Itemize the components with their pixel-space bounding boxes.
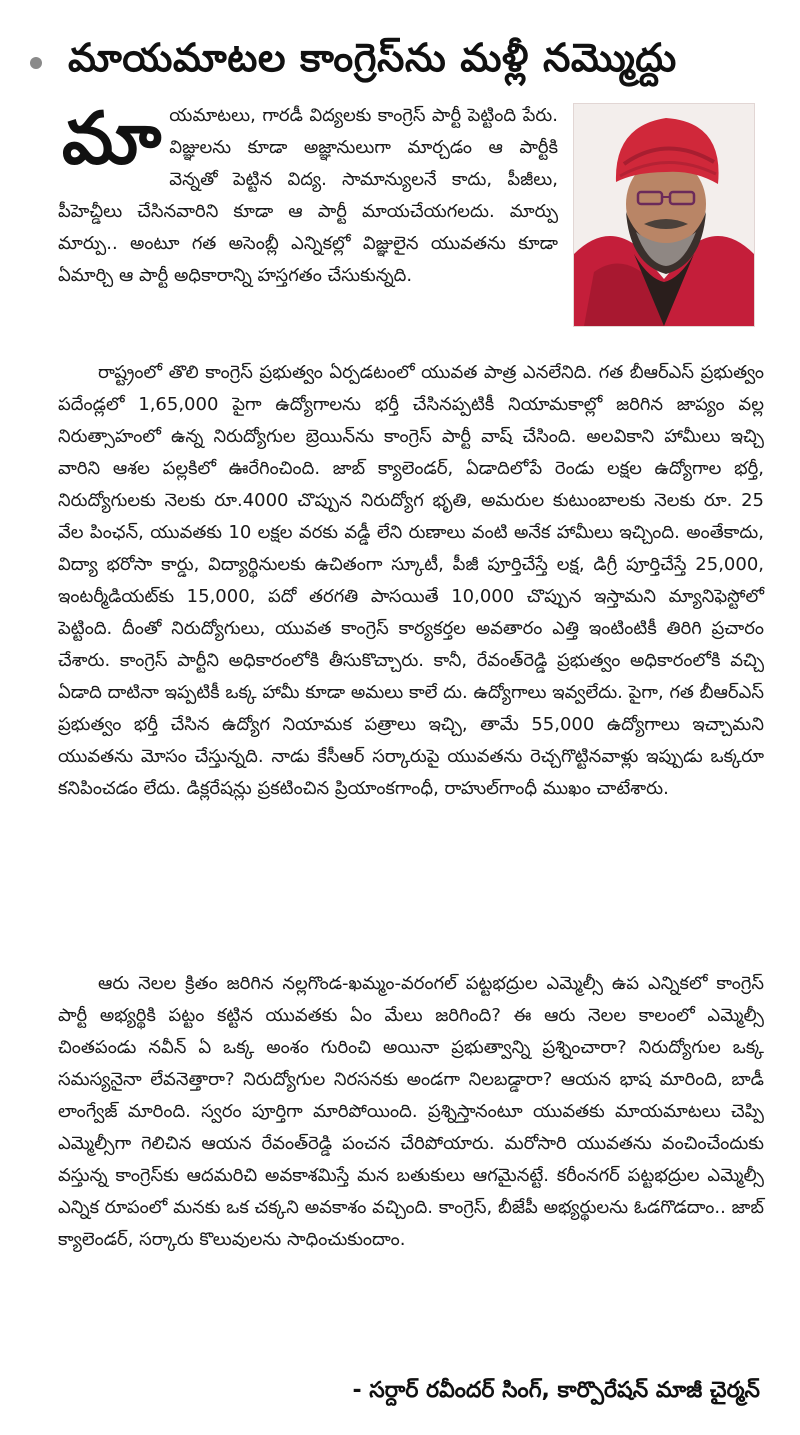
bullet-icon xyxy=(30,57,42,69)
lead-paragraph xyxy=(58,96,558,292)
headline xyxy=(30,30,770,96)
paragraph-2: రాష్ట్రంలో తొలి కాంగ్రెస్‌ ప్రభుత్వం ఏర్పడటంలో యువత పాత్ర ఎనలేనిది. గత బీఆర్‌ఎస్‌ ప్రభుత్వం పదేండ్లలో 1,65,000 పైగా ఉద్యోగాలను భర్తీ చేసినప్పటికీ నియామకాల్లో జరిగిన జాప్యం వల్ల నిరుత్సాహంలో ఉన్న నిరుద్యోగుల బ్రెయిన్‌ను కాంగ్రెస్‌ పార్టీ వాష్‌ చేసింది. అలవికాని హామీలు ఇచ్చి వారిని ఆశల పల్లకిలో ఊరేగించింది. జాబ్‌ క్యాలెండర్‌, ఏడాదిలోపే రెండు లక్షల ఉద్యోగాల భర్తీ, నిరుద్యోగులకు నెలకు రూ.4000 చొప్పున నిరుద్యోగ భృతి, అమరుల కుటుంబాలకు నెలకు రూ. 25 వేల పింఛన్‌, యువతకు 10 లక్షల వరకు వడ్డీ లేని రుణాలు వంటి అనేక హామీలు ఇచ్చింది. అంతేకాదు, విద్యా భరోసా కార్డు, విద్యార్థినులకు ఉచితంగా స్కూటీ, పీజీ పూర్తిచేస్తే లక్ష, డిగ్రీ పూర్తిచేస్తే 25,000, ఇంటర్మీడియట్‌కు 15,000, పదో తరగతి పాసయితే 10,000 చొప్పున ఇస్తామని మ్యానిఫెస్టోలో పెట్టింది. దీంతో నిరుద్యోగులు, యువత కాంగ్రెస్‌ కార్యకర్తల అవతారం ఎత్తి ఇంటింటికీ తిరిగి ప్రచారం చేశారు. కాంగ్రెస్‌ పార్టీని అధికారంలోకి తీసుకొచ్చారు. కానీ, రేవంత్‌రెడ్డి ప్రభుత్వం అధికారంలోకి వచ్చి ఏడాది దాటినా ఇప్పటికీ ఒక్క హామీ కూడా అమలు కాలే దు. ఉద్యోగాలు ఇవ్వలేదు. పైగా, గత బీఆర్‌ఎస్‌ ప్రభుత్వం భర్తీ చేసిన ఉద్యోగ నియామక పత్రాలు ఇచ్చి, తామే 55,000 ఉద్యోగాలు ఇచ్చామని యువతను మోసం చేస్తున్నది. నాడు కేసీఆర్‌ సర్కారుపై యువతను రెచ్చగొట్టినవాళ్లు ఇప్పుడు ఒక్కరూ కనిపించడం లేదు. డిక్లరేషన్లు ప్రకటించిన ప్రియాంకగాంధీ, రాహుల్‌గాంధీ ముఖం చాటేశారు. xyxy=(58,362,765,799)
lead-text: యమాటలు, గారడీ విద్యలకు కాంగ్రెస్‌ పార్టీ పెట్టింది పేరు. విజ్ఞులను కూడా అజ్ఞానులుగా మార్చడం ఆ పార్టీకి వెన్నతో పెట్టిన విద్య. సామాన్యులనే కాదు, పీజీలు, పీహెచ్డీలు చేసినవారిని కూడా ఆ పార్టీ మాయచేయగలదు. మార్పు మార్పు.. అంటూ గత అసెంబ్లీ ఎన్నికల్లో విజ్ఞులైన యువతను కూడా ఏమార్చి ఆ పార్టీ అధికారాన్ని హస్తగతం చేసుకున్నది. xyxy=(58,105,558,286)
portrait-image xyxy=(574,104,754,326)
byline: - సర్దార్‌ రవీందర్‌ సింగ్‌, కార్పొరేషన్‌ మాజీ చైర్మన్‌ xyxy=(352,1378,760,1403)
drop-cap: మా xyxy=(62,96,162,180)
author-photo xyxy=(573,103,755,327)
headline-text: మాయమాటల కాంగ్రెస్‌ను మళ్లీ నమ్మొద్దు xyxy=(68,36,677,81)
paragraph-3: ఆరు నెలల క్రితం జరిగిన నల్లగొండ-ఖమ్మం-వరంగల్‌ పట్టభద్రుల ఎమ్మెల్సీ ఉప ఎన్నికలో కాంగ్రెస్‌ పార్టీ అభ్యర్థికి పట్టం కట్టిన యువతకు ఏం మేలు జరిగింది? ఈ ఆరు నెలల కాలంలో ఎమ్మెల్సీ చింతపండు నవీన్‌ ఏ ఒక్క అంశం గురించి అయినా ప్రభుత్వాన్ని ప్రశ్నించారా? నిరుద్యోగుల ఒక్క సమస్యనైనా లేవనెత్తారా? నిరుద్యోగుల నిరసనకు అండగా నిలబడ్డారా? ఆయన భాష మారింది, బాడీ లాంగ్వేజ్‌ మారింది. స్వరం పూర్తిగా మారిపోయింది. ప్రశ్నిస్తానంటూ యువతకు మాయమాటలు చెప్పి ఎమ్మెల్సీగా గెలిచిన ఆయన రేవంత్‌రెడ్డి పంచన చేరిపోయారు. మరోసారి యువతను వంచించేందుకు వస్తున్న కాంగ్రెస్‌కు ఆదమరిచి అవకాశమిస్తే మన బతుకులు ఆగమైనట్టే. కరీంనగర్‌ పట్టభద్రుల ఎమ్మెల్సీ ఎన్నిక రూపంలో మనకు ఒక చక్కని అవకాశం వచ్చింది. కాంగ్రెస్‌, బీజేపీ అభ్యర్థులను ఓడగొడదాం.. జాబ్‌ క్యాలెండర్‌, సర్కారు కొలువులను సాధించుకుందాం. xyxy=(58,973,764,1250)
